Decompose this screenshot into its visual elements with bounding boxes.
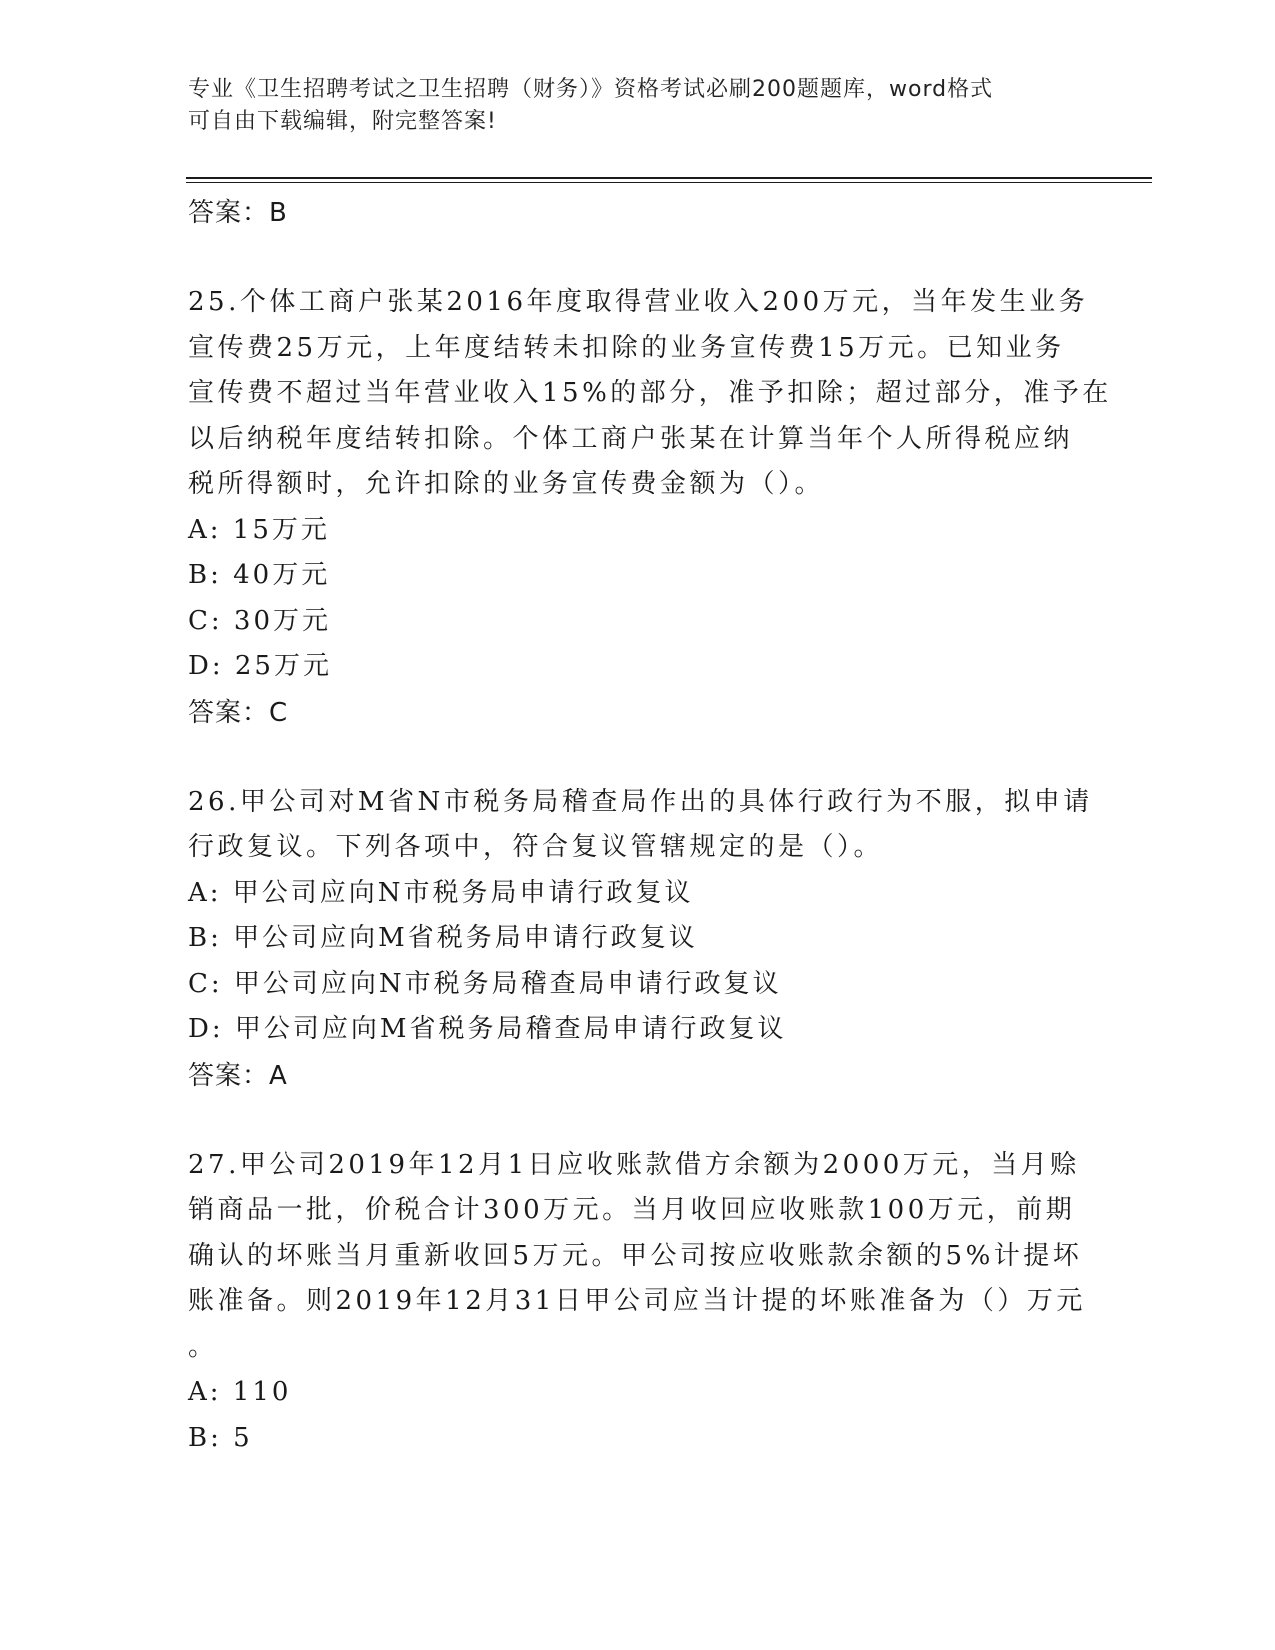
question-text-line: 宣传费不超过当年营业收入15%的部分，准予扣除；超过部分，准予在 <box>188 378 1112 408</box>
option-c: C: 30万元 <box>188 605 332 636</box>
question-text-line: 宣传费25万元，上年度结转未扣除的业务宣传费15万元。已知业务 <box>188 332 1065 363</box>
answer-label: 答案：C <box>188 697 289 728</box>
question-text-line: 账准备。则2019年12月31日甲公司应当计提的坏账准备为（）万元 <box>188 1286 1086 1316</box>
spacer <box>188 1099 1088 1143</box>
question-text-line: 行政复议。下列各项中，符合复议管辖规定的是（）。 <box>188 832 884 862</box>
option-b: B: 40万元 <box>188 560 331 590</box>
option-b: B: 5 <box>188 1422 253 1453</box>
question-block <box>188 1143 1088 1462</box>
option-d: D: 25万元 <box>188 651 332 681</box>
header-divider-top <box>186 177 1152 179</box>
question-text-line: 以后纳税年度结转扣除。个体工商户张某在计算当年个人所得税应纳 <box>188 423 1074 454</box>
question-text-line: 销商品一批，价税合计300万元。当月收回应收账款100万元，前期 <box>188 1195 1076 1225</box>
option-a: A: 甲公司应向N市税务局申请行政复议 <box>188 877 694 908</box>
question-text-line: 确认的坏账当月重新收回5万元。甲公司按应收账款余额的5%计提坏 <box>188 1240 1083 1271</box>
answer-label: 答案：A <box>188 1060 288 1091</box>
question-text-line: 26.甲公司对M省N市税务局稽查局作出的具体行政行为不服，拟申请 <box>188 786 1093 817</box>
header-line-1: 专业《卫生招聘考试之卫生招聘（财务）》资格考试必刷200题题库，word格式 <box>188 77 994 102</box>
question-text-line: 。 <box>188 1331 218 1362</box>
question-block <box>188 780 1093 1099</box>
question-content <box>188 190 1112 1461</box>
question-text-line: 27.甲公司2019年12月1日应收账款借方余额为2000万元，当月赊 <box>188 1149 1080 1180</box>
option-d: D: 甲公司应向M省税务局稽查局申请行政复议 <box>188 1014 787 1044</box>
question-text-line: 25.个体工商户张某2016年度取得营业收入200万元，当年发生业务 <box>188 287 1089 317</box>
answer-label: 答案：B <box>188 198 288 228</box>
header-line-2: 可自由下载编辑，附完整答案! <box>188 109 497 134</box>
option-b: B: 甲公司应向M省税务局申请行政复议 <box>188 923 698 953</box>
option-a: A: 110 <box>188 1377 292 1407</box>
option-c: C: 甲公司应向N市税务局稽查局申请行政复议 <box>188 968 782 999</box>
document-header <box>188 74 1068 138</box>
question-block <box>188 280 1112 736</box>
spacer <box>188 236 1088 280</box>
header-divider-bottom <box>186 182 1152 183</box>
spacer <box>188 736 1088 780</box>
question-text-line: 税所得额时，允许扣除的业务宣传费金额为（）。 <box>188 469 825 499</box>
option-a: A: 15万元 <box>188 514 330 545</box>
